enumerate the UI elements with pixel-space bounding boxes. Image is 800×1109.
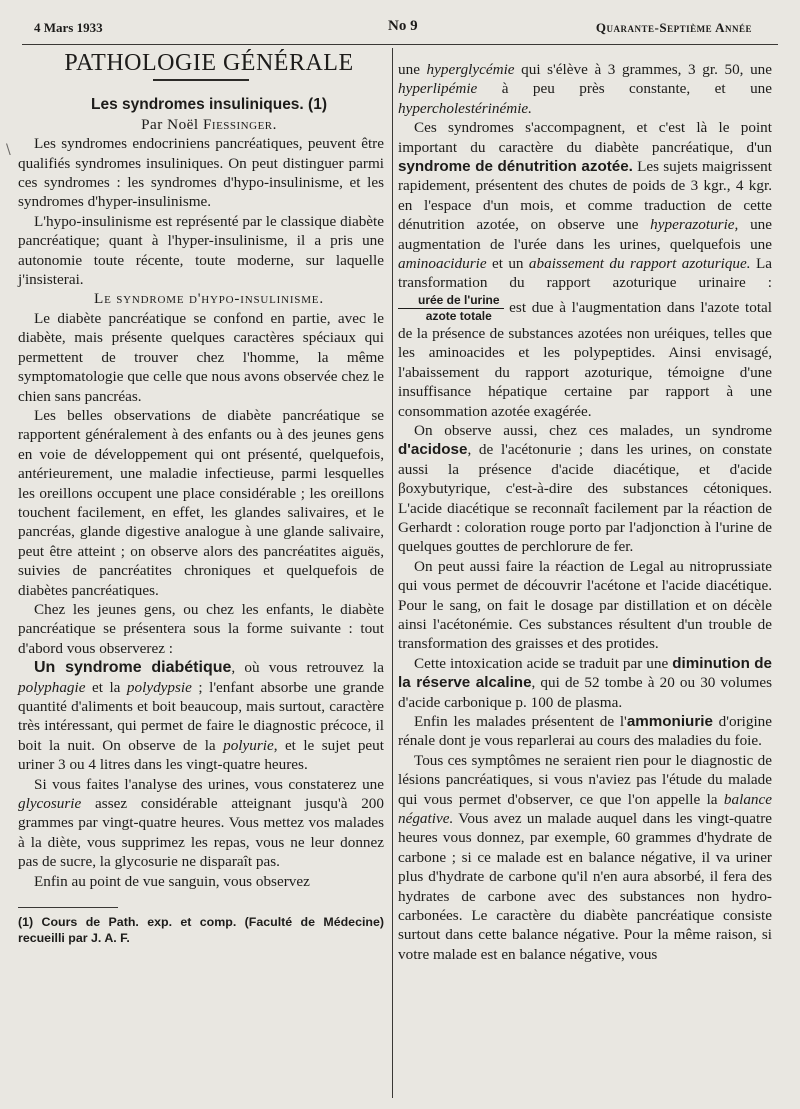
volume-year: Quarante-Septième Année	[595, 20, 752, 35]
paragraph: L'hypo-insulinisme est représenté par le classique diabète pancréatique; quant à l'hyper-insulinisme, il a pris une autonomie toute récente, toute moderne, sur laquelle j'insisterai.	[18, 212, 384, 289]
paragraph: Si vous faites l'analyse des urines, vous constaterez une glycosurie assez considérable atteignant jusqu'à 200 grammes par vingt-quatre heures. Vous mettez vos malades à la diète, vous supprimez les repas, vous ne leur donnez pas de sucre, la glycosurie ne disparaît pas.	[18, 775, 384, 871]
paragraph: Les syndromes endocriniens pancréatiques, peuvent être qualifiés syndromes insuliniques. On peut distinguer parmi ces syndromes : les syndromes d'hypo-insulinisme, et les syndromes d'hyper-insulinisme.	[18, 135, 384, 211]
title-rule	[153, 79, 249, 81]
byline: Par Noël Fiessinger.	[141, 115, 277, 133]
paragraph: Enfin les malades présentent de l'ammoniurie d'origine rénale dont je vous reparlerai au cours des maladies du foie.	[398, 713, 773, 750]
paragraph: Un syndrome diabétique, où vous retrouvez la polyphagie et la polydypsie ; l'enfant absorbe une grande quantité d'aliments et boit beaucoup, mais surtout, caractère très intéressant, qui permet de faire le diagnostic précoce, il boit la nuit. On observe de la polyurie, et le sujet peut uriner 3 ou 4 litres dans les vingt-quatre heures.	[18, 659, 384, 774]
footnote-rule	[18, 907, 118, 908]
author-name: Fiessinger.	[202, 115, 277, 133]
footnote: (1) Cours de Path. exp. et comp. (Faculté de Médecine) recueilli par J. A. F.	[18, 915, 384, 946]
paragraph: Enfin au point de vue sanguin, vous observez	[34, 872, 310, 890]
paragraph: Cette intoxication acide se traduit par une diminution de la réserve alcaline, qui de 52 tombe à 20 ou 30 volumes d'acide carbonique p. 100 de plasma.	[398, 654, 772, 711]
issue-date: 4 Mars 1933	[34, 20, 103, 35]
paragraph: On peut aussi faire la réaction de Legal au nitroprussiate qui vous permet de découvrir l'acétone et l'acide diacétique. Pour le sang, on fait le dosage par distillation et on décèle ainsi l'acétonémie. Ces substances résultent d'un trouble de transformation des graisses et des protides.	[398, 557, 772, 653]
paragraph: On observe aussi, chez ces malades, un syndrome d'acidose, de l'acétonurie ; dans les urines, on constate aussi la présence d'acide diacétique, et d'acide βoxybutyrique, c'est-à-dire des substances cétoniques. L'acide diacétique se reconnaît facilement par la réaction de Gerhardt : coloration rouge porto par l'adjonction à l'urine de quelques gouttes de perchlorure de fer.	[398, 421, 772, 556]
paragraph: Le diabète pancréatique se confond en partie, avec le diabète, mais présente quelques caractères spéciaux qui permettent de trouver chez l'homme, la même symptomatologie que celle que nous avons observée chez le chien sans pancréas.	[18, 309, 384, 405]
issue-number: No 9	[388, 18, 418, 34]
paragraph: Ces syndromes s'accompagnent, et c'est là le point important du caractère du diabète pancréatique, d'un syndrome de dénutrition azotée. Les sujets maigrissent rapidement, présentent des chutes de poids de 3 kgr., 4 kgr. en l'espace d'un mois, et comme traduction de cette dénutrition azotée, on observe une hyperazoturie, une augmentation de l'urée dans les urines, quelquefois une aminoacidurie et un abaissement du rapport azoturique. La transformation du rapport azoturique urinaire : urée de l'urine azote totale est due à l'augmentation dans l'azote total de la présence de substances azotées non uréiques, telles que les aminoacides et les polypeptides. Ainsi envisagé, l'abaissement du rapport azoturique, témoigne d'une insuffisance hépatique certaine par rapport à une consommation azotée exagérée.	[398, 119, 772, 420]
margin-mark: \	[6, 142, 11, 158]
paragraph: une hyperglycémie qui s'élève à 3 grammes, 3 gr. 50, une hyperlipémie à peu près constante, et une hypercholestérinémie.	[398, 61, 772, 117]
fraction-denominator: azote totale	[425, 308, 492, 323]
section-title: PATHOLOGIE GÉNÉRALE	[64, 50, 354, 76]
article-title: Les syndromes insuliniques. (1)	[90, 96, 327, 114]
azoturic-ratio-fraction	[398, 293, 504, 324]
header-rule	[22, 44, 778, 45]
paragraph: Tous ces symptômes ne seraient rien pour le diagnostic de lésions pancréatiques, si vous n'aviez pas l'étude du malade qui vous permet d'observer, ce que l'on appelle la balance négative. Vous avez un malade auquel dans les vingt-quatre heures vous donnez, par exemple, 60 grammes d'hydrate de carbone ; si ce malade est en balance négative, il va uriner plus d'hydrate de carbone qu'il n'en aura absorbé, il fera des hydrates de carbone avec des substances non hydro-carbonées. Le caractère du diabète pancréatique consiste surtout dans cette balance négative. Pour la même raison, si votre malade est en balance négative, vous	[398, 751, 772, 963]
left-column	[18, 50, 384, 946]
fraction-numerator: urée de l'urine	[398, 293, 504, 309]
paragraph: Les belles observations de diabète pancréatique se rapportent généralement à des enfants ou à des jeunes gens en voie de développement qui ont présenté, quelquefois, antérieurement, une maladie infectieuse, parmi lesquelles les oreillons occupent une place considérable ; les oreillons touchent facilement, en effet, les glandes salivaires, et le pancréas, glande digestive analogue à une glande salivaire, peut être atteint ; on observe alors des pancréatites aiguës, suivies de pancréatites chroniques et quelquefois de diabètes pancréatiques.	[18, 406, 384, 599]
page-header	[22, 14, 778, 44]
paragraph: Chez les jeunes gens, ou chez les enfants, le diabète pancréatique se présentera sous la forme suivante : tout d'abord vous observerez :	[18, 600, 384, 657]
right-column	[398, 60, 772, 964]
column-divider	[392, 48, 393, 1098]
subheading: Le syndrome d'hypo-insulinisme.	[94, 290, 324, 308]
